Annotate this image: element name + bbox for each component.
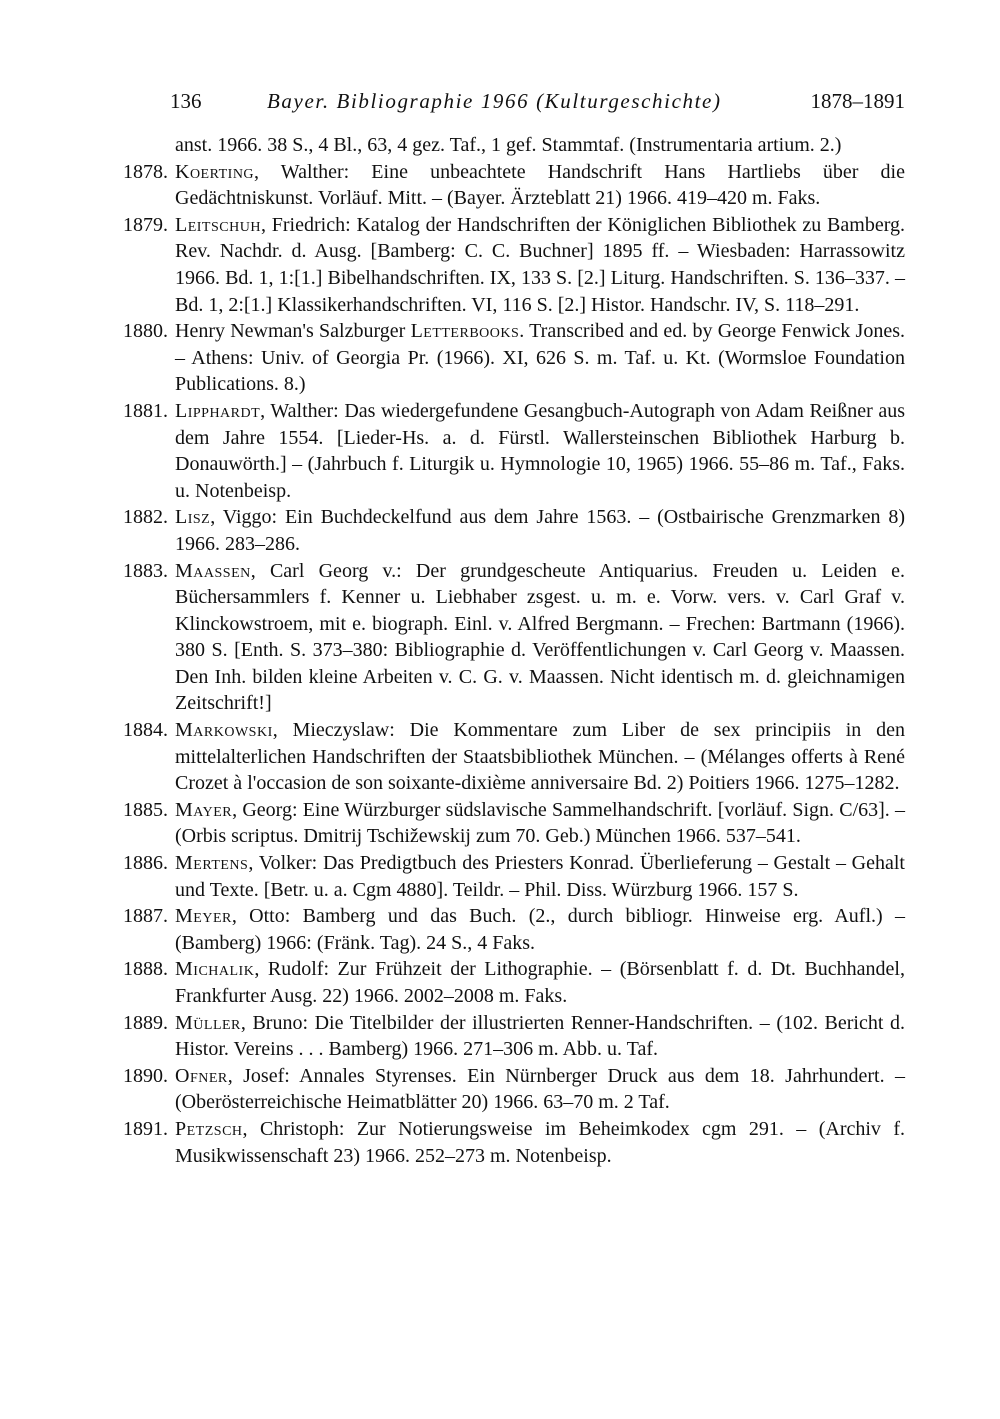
entry-body: , Rudolf: Zur Frühzeit der Lithographie. – (Börsenblatt f. d. Dt. Buchhandel, Frankfurter Ausg. 22) 1966. 2002–2008 m. Faks.	[175, 958, 905, 1007]
entry-number: 1880.	[123, 320, 168, 343]
entry-author: Lipphardt	[175, 399, 261, 422]
entry-number: 1882.	[123, 506, 168, 529]
entry-author: Petzsch	[175, 1117, 243, 1140]
entry-author: Meyer	[175, 905, 232, 928]
running-title: Bayer. Bibliographie 1966 (Kulturgeschichte)	[267, 89, 722, 113]
entry-body: , Georg: Eine Würzburger südslavische Sammelhandschrift. [vorläuf. Sign. C/63]. – (Orbis scriptus. Dmitrij Tschižewskij zum 70. Geb.) München 1966. 537–541.	[175, 798, 905, 848]
entry-text	[175, 1010, 905, 1063]
entry-text	[175, 956, 905, 1009]
entry-body: , Josef: Annales Styrenses. Ein Nürnberger Druck aus dem 18. Jahrhundert. – (Oberösterreichische Heimatblätter 20) 1966. 63–70 m. 2 Taf.	[175, 1064, 905, 1114]
bibliography-list	[123, 132, 905, 1169]
entry-author: Lisz	[175, 506, 211, 529]
entry-number: 1889.	[123, 1011, 168, 1034]
entry-1884	[123, 717, 905, 797]
page-header	[170, 84, 905, 118]
entry-number: 1891.	[123, 1117, 168, 1140]
entry-text	[175, 797, 905, 850]
entry-author: Maassen	[175, 559, 251, 582]
entry-number: 1878.	[123, 160, 168, 183]
entry-author: Koerting	[175, 160, 255, 183]
continuation-text: anst. 1966. 38 S., 4 Bl., 63, 4 gez. Taf., 1 gef. Stammtaf. (Instrumentaria artium. 2.)	[175, 134, 842, 156]
entry-text	[175, 212, 905, 318]
entry-number: 1886.	[123, 852, 168, 875]
entry-author: Michalik	[175, 958, 255, 981]
entry-body: , Bruno: Die Titelbilder der illustrierten Renner-Handschriften. – (102. Bericht d. Histor. Vereins . . . Bamberg) 1966. 271–306 m. Abb. u. Taf.	[175, 1011, 905, 1061]
entry-1881	[123, 398, 905, 504]
entry-text	[175, 1063, 905, 1116]
entry-text	[175, 558, 905, 718]
entry-1885	[123, 797, 905, 850]
entry-body: , Viggo: Ein Buchdeckelfund aus dem Jahre 1563. – (Ostbairische Grenzmarken 8) 1966. 283–286.	[175, 506, 905, 555]
entry-prefix: Henry Newman's Salzburger	[175, 320, 411, 343]
entry-body: , Walther: Eine unbeachtete Handschrift Hans Hartliebs über die Gedächtniskunst. Vorläuf. Mitt. – (Bayer. Ärzteblatt 21) 1966. 419–420 m. Faks.	[175, 160, 905, 210]
entry-author: Leitschuh	[175, 213, 261, 236]
entry-1880	[123, 318, 905, 398]
entry-body: , Volker: Das Predigtbuch des Priesters Konrad. Überlieferung – Gestalt – Gehalt und Texte. [Betr. u. a. Cgm 4880]. Teildr. – Phil. Diss. Würzburg 1966. 157 S.	[175, 852, 905, 901]
continuation-entry	[123, 132, 905, 159]
entry-1886	[123, 850, 905, 903]
entry-1879	[123, 212, 905, 318]
entry-number: 1884.	[123, 719, 168, 742]
entry-author: Markowski	[175, 719, 273, 742]
entry-number: 1883.	[123, 559, 168, 582]
entry-number: 1890.	[123, 1064, 168, 1087]
entry-body: , Christoph: Zur Notierungsweise im Beheimkodex cgm 291. – (Archiv f. Musikwissenschaft 23) 1966. 252–273 m. Notenbeisp.	[175, 1117, 905, 1167]
page-number: 136	[170, 89, 202, 113]
entry-body: , Otto: Bamberg und das Buch. (2., durch bibliogr. Hinweise erg. Aufl.) – (Bamberg) 1966: (Fränk. Tag). 24 S., 4 Faks.	[175, 905, 905, 954]
entry-number: 1887.	[123, 905, 168, 928]
entry-1890	[123, 1063, 905, 1116]
entry-number: 1885.	[123, 798, 168, 821]
entry-text	[175, 159, 905, 212]
entry-text	[175, 850, 905, 903]
entry-body: , Carl Georg v.: Der grundgescheute Antiquarius. Freuden u. Leiden e. Büchersammlers f. Kenner u. Liebhaber zsgest. u. m. e. Vorw. vers. v. Carl Graf v. Klinckowstroem, mit e. biograph. Einl. v. Alfred Bergmann. – Frechen: Bartmann (1966). 380 S. [Enth. S. 373–380: Bibliographie d. Veröffentlichungen v. Carl Georg v. Maassen. Den Inh. bilden kleine Arbeiten v. C. G. v. Maassen. Nicht identisch m. d. gleichnamigen Zeitschrift!]	[175, 559, 905, 715]
entry-text	[175, 903, 905, 956]
entry-number: 1881.	[123, 399, 168, 422]
entry-body: . Transcribed and ed. by George Fenwick Jones. – Athens: Univ. of Georgia Pr. (1966). XI, 626 S. m. Taf. u. Kt. (Wormsloe Foundation Publications. 8.)	[175, 320, 905, 396]
entry-author: Letterbooks	[410, 320, 520, 343]
entry-1882	[123, 504, 905, 557]
entry-text	[175, 1116, 905, 1169]
entry-number: 1879.	[123, 213, 168, 236]
entry-author: Müller	[175, 1011, 241, 1034]
entry-text	[175, 398, 905, 504]
entry-author: Mertens	[175, 852, 249, 875]
entry-1887	[123, 903, 905, 956]
entry-number: 1888.	[123, 958, 168, 981]
entry-text	[175, 504, 905, 557]
entry-body: , Mieczyslaw: Die Kommentare zum Liber de sex principiis in den mittelalterlichen Handschriften der Staatsbibliothek München. – (Mélanges offerts à René Crozet à l'occasion de son soixante-dixième anniversaire Bd. 2) Poitiers 1966. 1275–1282.	[175, 719, 905, 795]
entry-1888	[123, 956, 905, 1009]
entry-1883	[123, 558, 905, 718]
entry-1889	[123, 1010, 905, 1063]
entry-body: , Friedrich: Katalog der Handschriften der Königlichen Bibliothek zu Bamberg. Rev. Nachdr. d. Ausg. [Bamberg: C. C. Buchner] 1895 ff. – Wiesbaden: Harrassowitz 1966. Bd. 1, 1:[1.] Bibelhandschriften. IX, 133 S. [2.] Liturg. Handschriften. S. 136–337. – Bd. 1, 2:[1.] Klassikerhandschriften. VI, 116 S. [2.] Histor. Handschr. IV, S. 118–291.	[175, 213, 905, 316]
entry-1878	[123, 159, 905, 212]
entry-text	[175, 717, 905, 797]
entry-1891	[123, 1116, 905, 1169]
entry-author: Ofner	[175, 1064, 228, 1087]
entry-range: 1878–1891	[810, 89, 905, 113]
entry-text	[175, 318, 905, 398]
entry-author: Mayer	[175, 798, 233, 821]
entry-body: , Walther: Das wiedergefundene Gesangbuch-Autograph von Adam Reißner aus dem Jahre 1554. [Lieder-Hs. a. d. Fürstl. Wallersteinschen Bibliothek Harburg b. Donauwörth.] – (Jahrbuch f. Liturgik u. Hymnologie 10, 1965) 1966. 55–86 m. Taf., Faks. u. Notenbeisp.	[175, 399, 905, 502]
